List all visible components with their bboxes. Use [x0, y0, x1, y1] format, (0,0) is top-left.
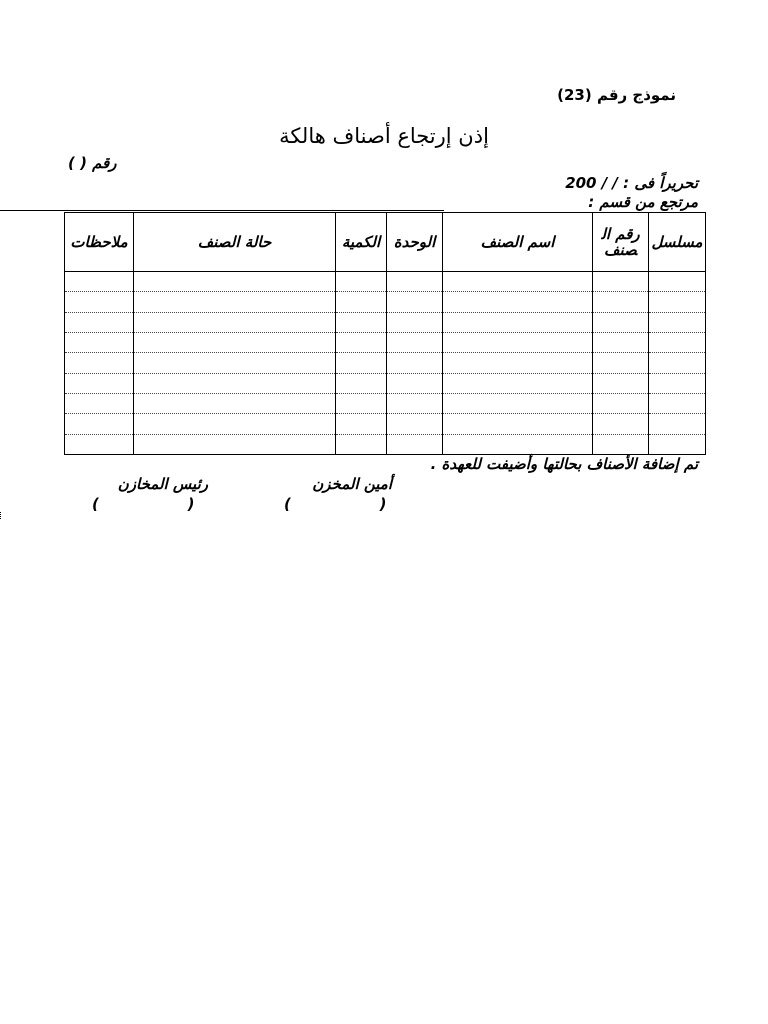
form-number: نموذج رقم (23)	[557, 86, 676, 104]
table-cell[interactable]	[134, 393, 336, 413]
table-cell[interactable]	[593, 353, 649, 373]
table-cell[interactable]	[387, 434, 443, 454]
table-cell[interactable]	[65, 332, 134, 352]
table-cell[interactable]	[65, 272, 134, 292]
table-cell[interactable]	[65, 393, 134, 413]
table-cell[interactable]	[443, 292, 593, 312]
margin-mark	[0, 512, 3, 519]
table-cell[interactable]	[387, 272, 443, 292]
storekeeper-signature-field: ( )	[284, 495, 387, 513]
table-row	[65, 332, 706, 352]
table-cell[interactable]	[65, 353, 134, 373]
chief-signature-field: ( )	[92, 495, 195, 513]
table-cell[interactable]	[65, 373, 134, 393]
table-cell[interactable]	[387, 353, 443, 373]
table-row	[65, 353, 706, 373]
table-row	[65, 292, 706, 312]
table-cell[interactable]	[336, 272, 387, 292]
date-line: تحريراً فى : / / 200	[565, 174, 698, 192]
table-cell[interactable]	[134, 312, 336, 332]
table-cell[interactable]	[336, 353, 387, 373]
table-cell[interactable]	[593, 312, 649, 332]
table-cell[interactable]	[649, 373, 706, 393]
column-header-notes: ملاحظات	[65, 213, 134, 272]
items-table	[64, 212, 706, 455]
table-cell[interactable]	[443, 414, 593, 434]
chief-storekeeper-label: رئيس المخازن	[117, 475, 208, 493]
table-row	[65, 393, 706, 413]
table-cell[interactable]	[336, 292, 387, 312]
column-header-unit: الوحدة	[387, 213, 443, 272]
table-cell[interactable]	[443, 434, 593, 454]
table-cell[interactable]	[336, 393, 387, 413]
table-cell[interactable]	[443, 312, 593, 332]
table-row	[65, 414, 706, 434]
column-header-item-name: اسم الصنف	[443, 213, 593, 272]
table-cell[interactable]	[65, 434, 134, 454]
table-cell[interactable]	[593, 414, 649, 434]
table-cell[interactable]	[593, 332, 649, 352]
table-cell[interactable]	[336, 312, 387, 332]
table-cell[interactable]	[443, 332, 593, 352]
table-cell[interactable]	[649, 332, 706, 352]
table-cell[interactable]	[593, 292, 649, 312]
table-header-row	[65, 213, 706, 272]
table-cell[interactable]	[443, 393, 593, 413]
table-cell[interactable]	[649, 393, 706, 413]
table-cell[interactable]	[65, 292, 134, 312]
table-cell[interactable]	[593, 272, 649, 292]
table-cell[interactable]	[336, 373, 387, 393]
table-cell[interactable]	[387, 312, 443, 332]
permit-number-label: رقم ( )	[68, 154, 117, 172]
footer-note: تم إضافة الأصناف بحالتها وأضيفت للعهدة .	[430, 455, 698, 473]
table-cell[interactable]	[65, 414, 134, 434]
table-cell[interactable]	[336, 414, 387, 434]
table-cell[interactable]	[387, 414, 443, 434]
table-cell[interactable]	[443, 373, 593, 393]
table-cell[interactable]	[593, 373, 649, 393]
document-title: إذن إرتجاع أصناف هالكة	[279, 124, 489, 148]
table-cell[interactable]	[593, 393, 649, 413]
department-line: مرتجع من قسم :	[588, 193, 698, 211]
table-cell[interactable]	[336, 332, 387, 352]
table-cell[interactable]	[593, 434, 649, 454]
column-header-item-condition: حالة الصنف	[134, 213, 336, 272]
table-cell[interactable]	[134, 414, 336, 434]
table-cell[interactable]	[134, 332, 336, 352]
table-cell[interactable]	[387, 373, 443, 393]
table-cell[interactable]	[649, 353, 706, 373]
table-cell[interactable]	[649, 272, 706, 292]
table-row	[65, 312, 706, 332]
table-cell[interactable]	[443, 272, 593, 292]
table-cell[interactable]	[649, 312, 706, 332]
table-cell[interactable]	[387, 332, 443, 352]
items-table-body	[65, 272, 706, 455]
table-cell[interactable]	[387, 292, 443, 312]
table-cell[interactable]	[65, 312, 134, 332]
table-cell[interactable]	[649, 434, 706, 454]
table-cell[interactable]	[649, 414, 706, 434]
storekeeper-label: أمين المخزن	[312, 475, 392, 493]
table-cell[interactable]	[134, 292, 336, 312]
table-cell[interactable]	[336, 434, 387, 454]
table-cell[interactable]	[134, 434, 336, 454]
department-underline	[0, 210, 444, 211]
table-row	[65, 434, 706, 454]
table-cell[interactable]	[134, 353, 336, 373]
column-header-item-code: رقم الصنف	[593, 213, 649, 272]
table-cell[interactable]	[134, 272, 336, 292]
column-header-quantity: الكمية	[336, 213, 387, 272]
table-cell[interactable]	[387, 393, 443, 413]
table-row	[65, 373, 706, 393]
table-cell[interactable]	[134, 373, 336, 393]
table-row	[65, 272, 706, 292]
column-header-serial: مسلسل	[649, 213, 706, 272]
table-cell[interactable]	[649, 292, 706, 312]
table-cell[interactable]	[443, 353, 593, 373]
